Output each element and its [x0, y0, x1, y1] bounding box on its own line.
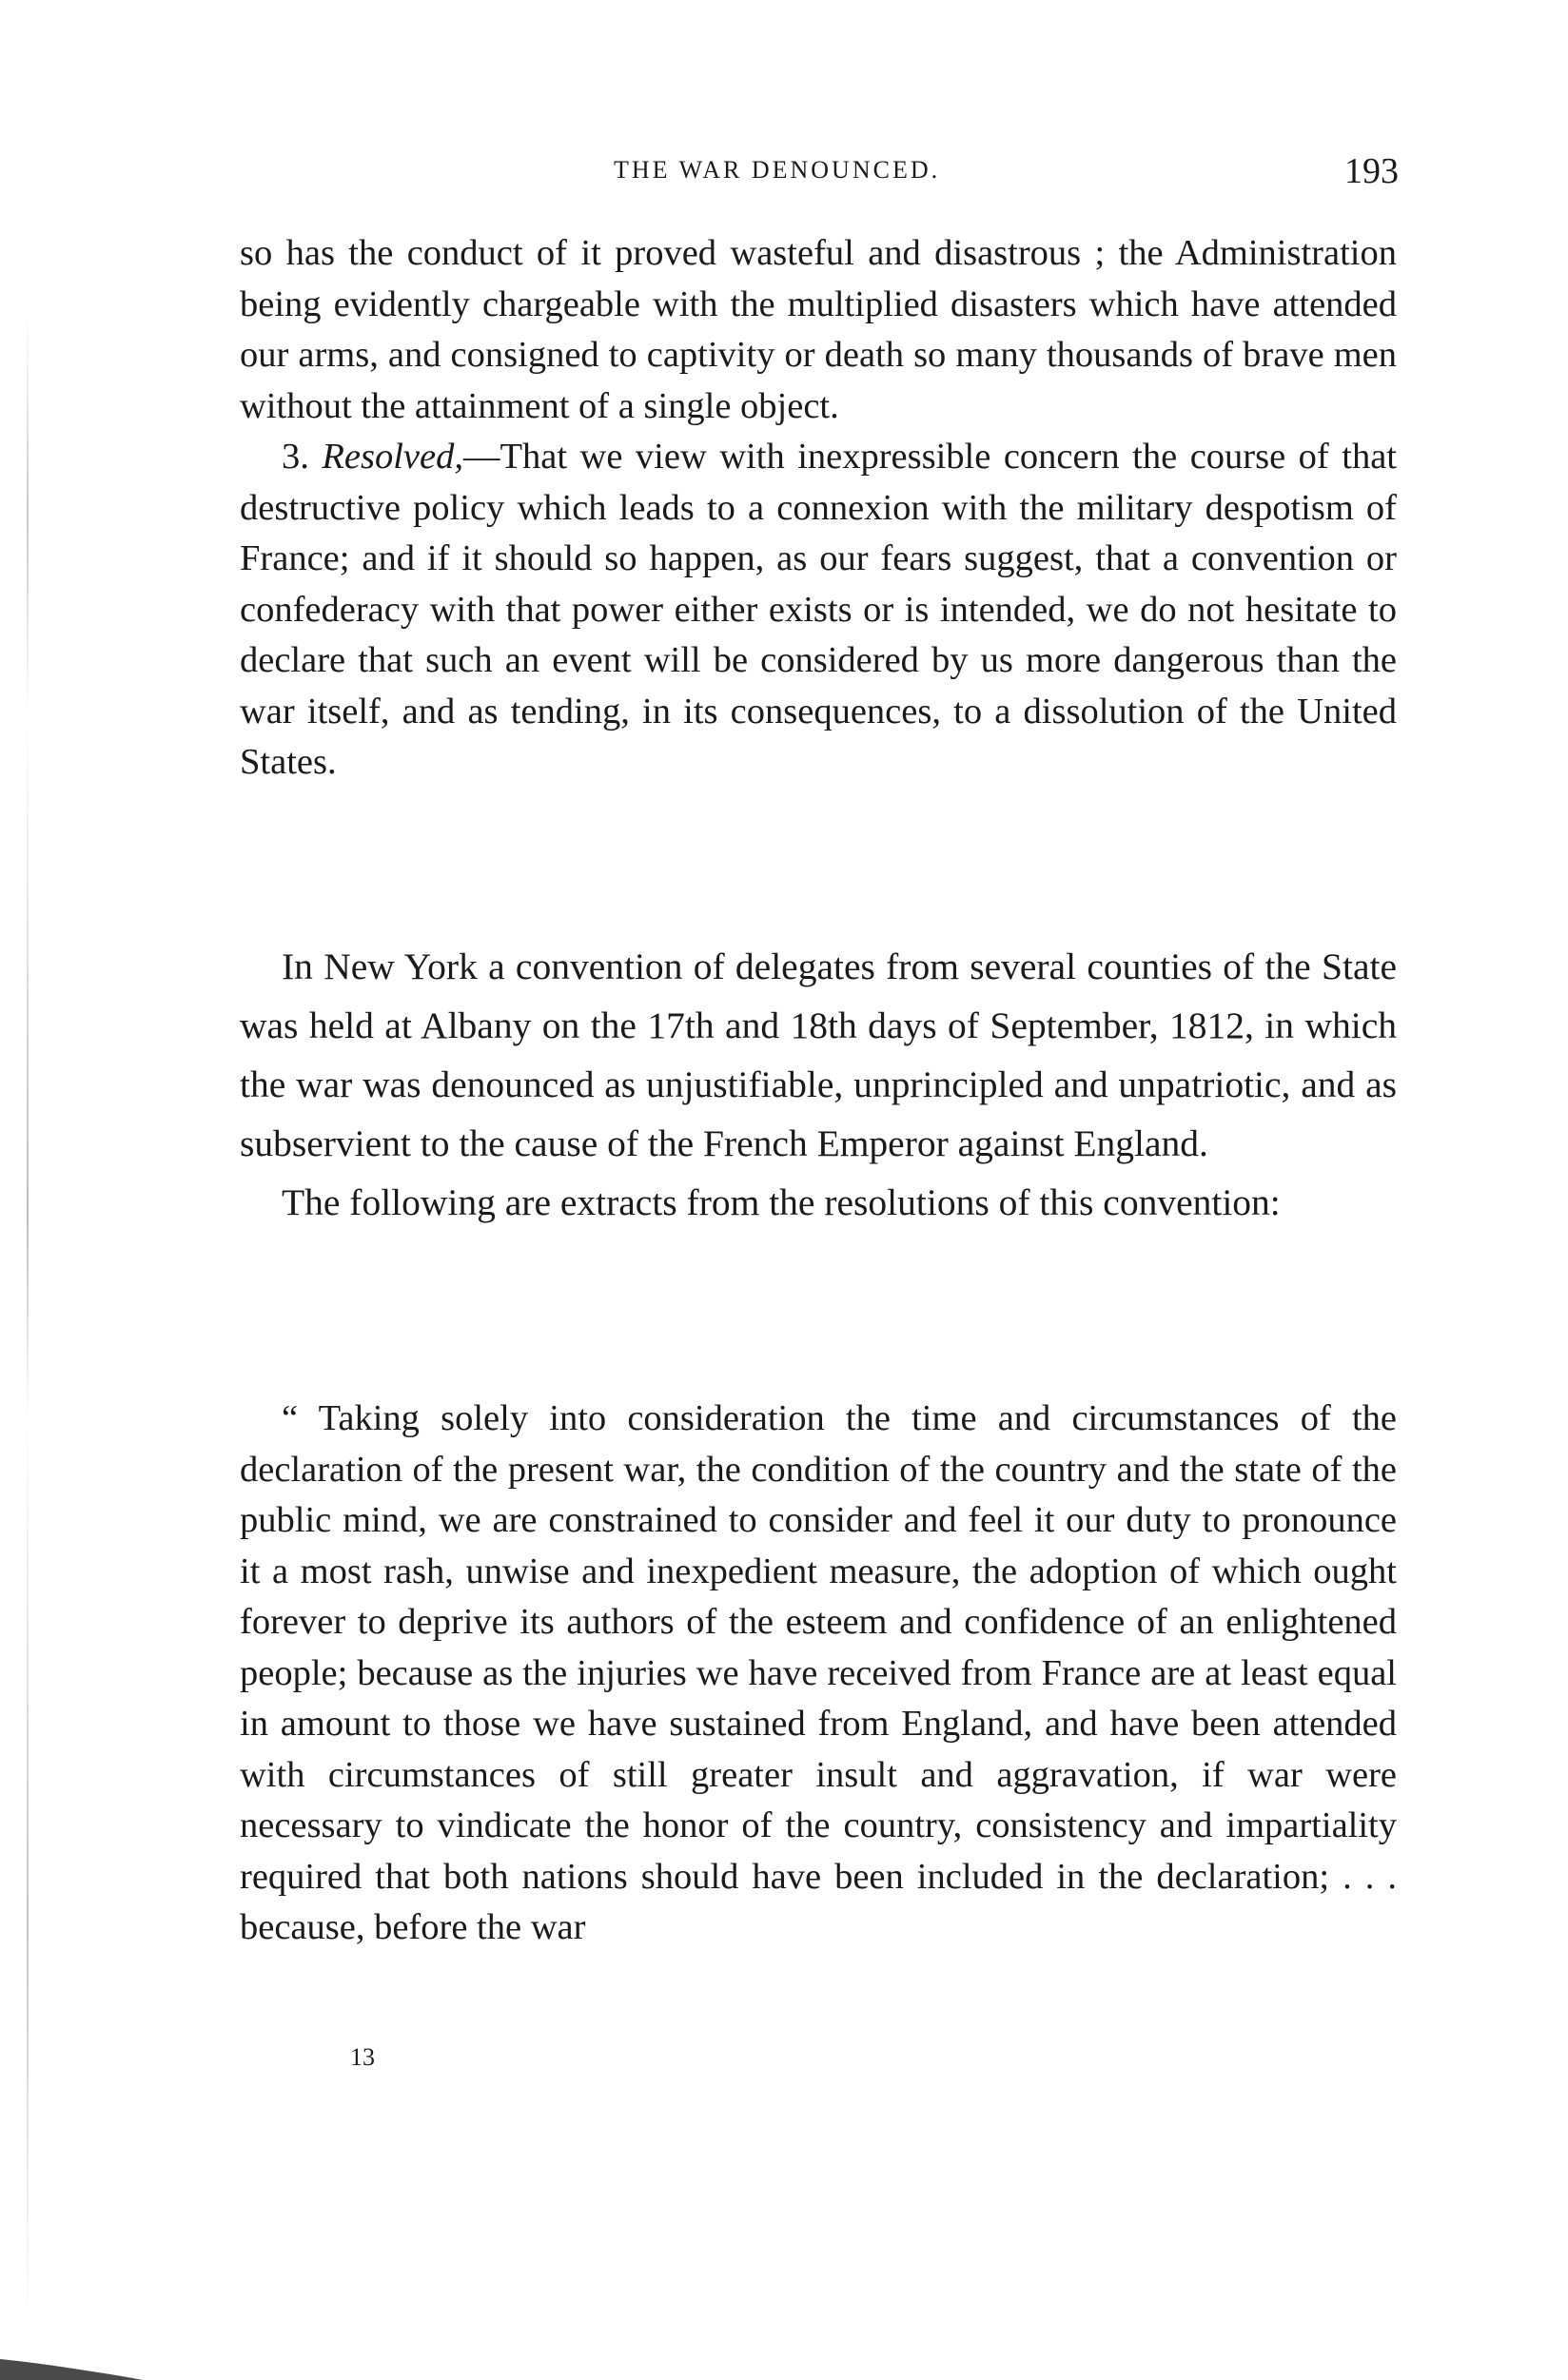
resolved-label: Resolved,: [322, 437, 463, 477]
quoted-resolutions: [240, 1394, 1397, 1954]
resolution-3: [240, 432, 1397, 789]
paragraph-new-york: In New York a convention of delegates from several counties of the State was held at Albany on the 17th and 18th days of September, 1812, in which the war was denounced as unjustifiable, unprincipled and unpatriotic, and as subservient to the cause of the French Emperor against England.: [240, 946, 1397, 1164]
page-number: 193: [1344, 151, 1399, 191]
resolution-number: 3.: [282, 437, 309, 477]
narrative-block: [240, 937, 1397, 1232]
paragraph-continuation: so has the conduct of it proved wasteful and disastrous ; the Administration being evidently chargeable with the multiplied disasters which have attended our arms, and consigned to captivity or death so many thousands of brave men without the attainment of a single object.: [240, 233, 1397, 426]
signature-mark: 13: [350, 2043, 375, 2071]
page-corner-smudge: [0, 2342, 143, 2380]
paragraph-extracts-intro: The following are extracts from the resolutions of this convention:: [282, 1181, 1281, 1223]
page-edge-shadow: [27, 314, 29, 2321]
quoted-paragraph: “ Taking solely into consideration the time and circumstances of the declaration of the present war, the condition of the country and the state of the public mind, we are constrained to consider and feel it our duty to pronounce it a most rash, unwise and inexpedient measure, the adoption of which ought forever to deprive its authors of the esteem and confidence of an enlightened people; because as the injuries we have received from France are at least equal in amount to those we have sustained from England, and have been attended with circumstances of still greater insult and aggravation, if war were necessary to vindicate the honor of the country, consistency and impartiality required that both nations should have been included in the declaration; . . . because, before the war: [240, 1398, 1397, 1947]
resolution-block: [240, 228, 1397, 789]
running-head: THE WAR DENOUNCED.: [614, 156, 941, 184]
resolution-text: —That we view with inexpressible concern the course of that destructive policy which leads to a connexion with the military despotism of France; and if it should so happen, as our fears suggest, that a convention or confederacy with that power either exists or is intended, we do not hesitate to declare that such an event will be considered by us more dangerous than the war itself, and as tending, in its consequences, to a dissolution of the United States.: [240, 437, 1397, 782]
page-header: [238, 143, 1399, 200]
